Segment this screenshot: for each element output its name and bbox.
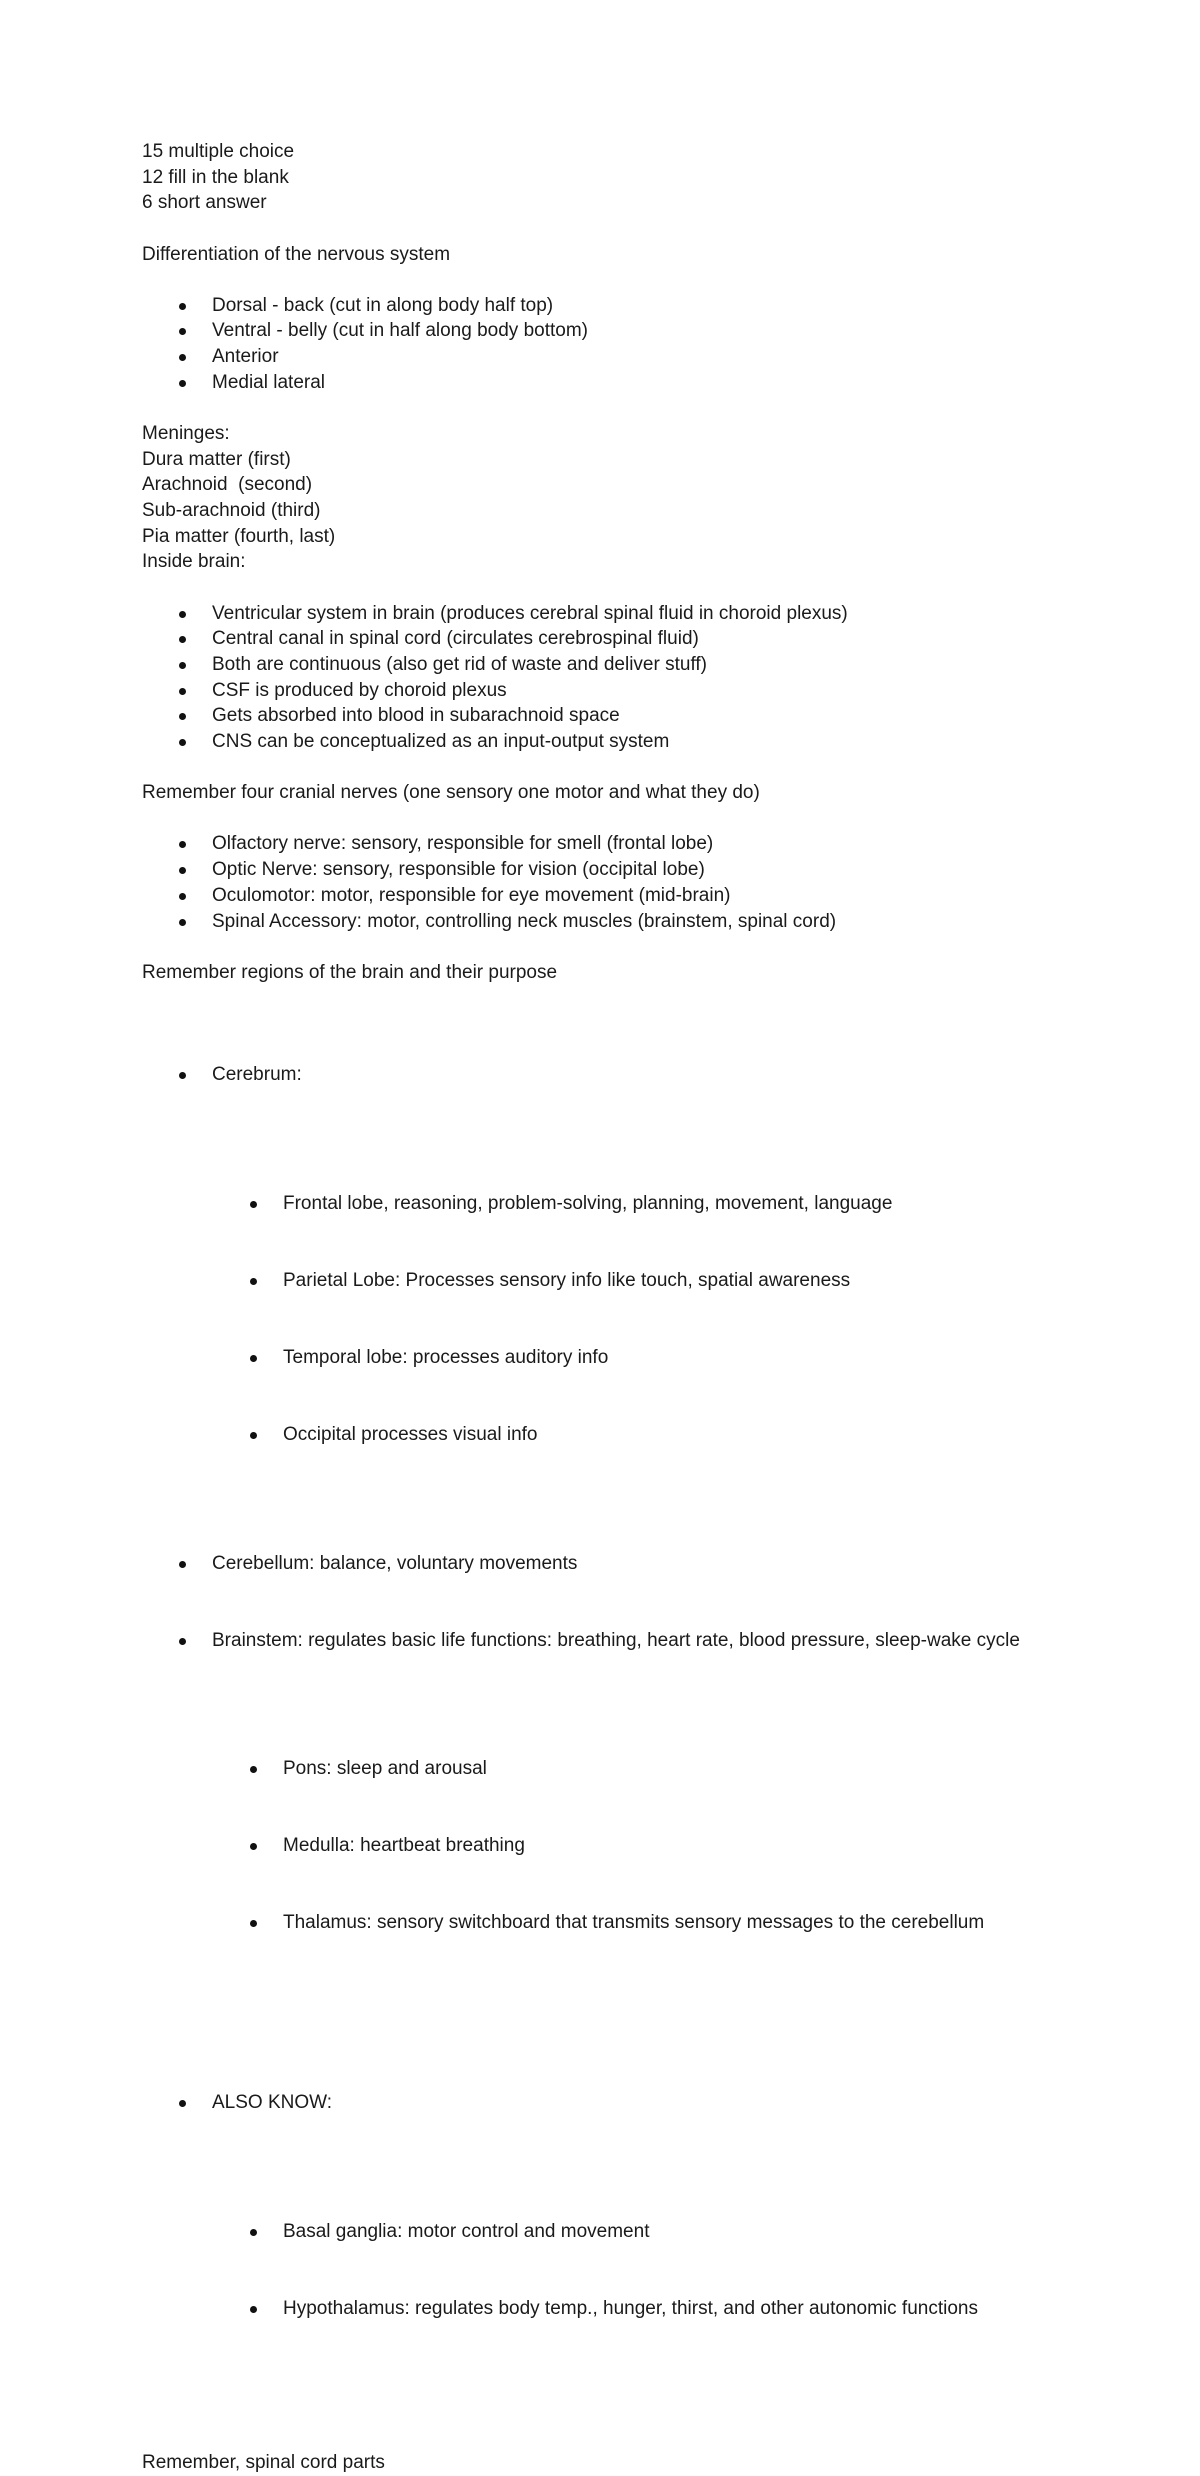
list-item	[142, 318, 1142, 344]
bullet-icon	[179, 1638, 186, 1645]
spacer	[142, 2424, 1142, 2450]
spacer	[142, 934, 1142, 960]
list-item-text: Thalamus: sensory switchboard that transmits sensory messages to the cerebellum	[283, 1912, 985, 1934]
bullet-icon	[179, 1072, 186, 1079]
spacer	[142, 755, 1142, 781]
list-item	[142, 370, 1142, 396]
list-item	[142, 729, 1142, 755]
meninges-line: Meninges:	[142, 423, 230, 444]
list-item-text: Ventricular system in brain (produces cerebral spinal fluid in choroid plexus)	[212, 602, 848, 624]
sub-list	[212, 2167, 1142, 2373]
list-item-text: Olfactory nerve: sensory, responsible for smell (frontal lobe)	[212, 833, 714, 855]
list-item-text: ALSO KNOW:	[212, 2092, 333, 2114]
bullet-icon	[250, 1432, 257, 1439]
list-item	[142, 909, 1142, 935]
list-item-text: CSF is produced by choroid plexus	[212, 679, 507, 701]
bullet-icon	[250, 2229, 257, 2236]
bullet-icon	[250, 1355, 257, 1362]
list-item-text: Gets absorbed into blood in subarachnoid space	[212, 705, 620, 727]
bullet-icon	[250, 1278, 257, 1285]
sub-list	[212, 1705, 1142, 1988]
sub-list-item	[142, 2296, 1142, 2322]
bullet-icon	[179, 2100, 186, 2107]
list-item	[142, 703, 1142, 729]
list-item-text: Frontal lobe, reasoning, problem-solving, planning, movement, language	[283, 1192, 893, 1214]
list-item-text: Anterior	[212, 346, 279, 368]
sub-list-item	[142, 1345, 1142, 1371]
list-item	[142, 831, 1142, 857]
section-heading-differentiation: Differentiation of the nervous system	[142, 243, 451, 265]
sub-list-item	[142, 1191, 1142, 1217]
spacer	[142, 985, 1142, 1011]
spacer	[142, 396, 1142, 422]
list-item-text: Hypothalamus: regulates body temp., hunger, thirst, and other autonomic functions	[283, 2297, 978, 2319]
list-item	[142, 1576, 1142, 2039]
inside-brain-heading: Inside brain:	[142, 551, 246, 573]
list-item-text: Cerebrum:	[212, 1064, 302, 1086]
list-item	[142, 344, 1142, 370]
list-item	[142, 1011, 1142, 1551]
bullet-icon	[179, 713, 186, 720]
bullet-icon	[179, 662, 186, 669]
list-item-text: Medulla: heartbeat breathing	[283, 1835, 525, 1857]
sub-list-item	[142, 2219, 1142, 2245]
bullet-icon	[250, 2306, 257, 2313]
bullet-icon	[179, 919, 186, 926]
list-item	[142, 601, 1142, 627]
list-item-text: Both are continuous (also get rid of waste and deliver stuff)	[212, 654, 707, 675]
list-item-text: Dorsal - back (cut in along body half top)	[212, 294, 554, 316]
meninges-block	[142, 421, 1142, 575]
sub-list	[212, 1139, 1142, 1499]
list-item-text: Temporal lobe: processes auditory info	[283, 1346, 609, 1368]
bullet-icon	[179, 841, 186, 848]
differentiation-list	[142, 293, 1142, 396]
bullet-icon	[179, 636, 186, 643]
list-item	[142, 293, 1142, 319]
bullet-icon	[179, 354, 186, 361]
bullet-icon	[250, 1843, 257, 1850]
section-heading-spinal-cord: Remember, spinal cord parts	[142, 2451, 385, 2473]
meninges-line: Sub-arachnoid (third)	[142, 500, 321, 522]
bullet-icon	[179, 739, 186, 746]
bullet-icon	[250, 1766, 257, 1773]
list-item-text: Parietal Lobe: Processes sensory info like touch, spatial awareness	[283, 1269, 851, 1291]
spacer	[142, 575, 1142, 601]
list-item	[142, 883, 1142, 909]
meninges-line: Dura matter (first)	[142, 448, 291, 470]
bullet-icon	[179, 328, 186, 335]
bullet-icon	[179, 303, 186, 310]
list-item	[142, 857, 1142, 883]
brain-regions-list	[142, 1011, 1142, 2424]
bullet-icon	[179, 893, 186, 900]
list-item	[142, 652, 1142, 678]
spacer	[142, 216, 1142, 242]
cranial-nerves-list	[142, 831, 1142, 934]
exam-format-list	[142, 139, 1142, 216]
list-item-text: Medial lateral	[212, 371, 325, 393]
sub-list-item	[142, 1268, 1142, 1294]
bullet-icon	[179, 380, 186, 387]
list-item	[142, 678, 1142, 704]
list-item-text: Basal ganglia: motor control and movement	[283, 2220, 650, 2242]
inside-brain-list	[142, 601, 1142, 755]
bullet-icon	[250, 1201, 257, 1208]
list-item-text: Brainstem: regulates basic life functions: breathing, heart rate, blood pressure, sleep-wake cycle	[212, 1629, 1020, 1651]
list-item-text: Pons: sleep and arousal	[283, 1758, 487, 1780]
list-item	[142, 1551, 1142, 1577]
section-heading-cranial-nerves: Remember four cranial nerves (one sensory one motor and what they do)	[142, 782, 760, 804]
list-item	[142, 626, 1142, 652]
list-item-text: Ventral - belly (cut in half along body bottom)	[212, 320, 588, 342]
spacer	[142, 267, 1142, 293]
spacer	[142, 806, 1142, 832]
sub-list-item	[142, 1833, 1142, 1859]
list-item-text: Oculomotor: motor, responsible for eye movement (mid-brain)	[212, 884, 731, 906]
sub-list-item	[142, 1422, 1142, 1448]
sub-list-item	[142, 1910, 1142, 1936]
bullet-icon	[179, 1561, 186, 1568]
meninges-line: Arachnoid (second)	[142, 474, 313, 496]
list-item-text: Occipital processes visual info	[283, 1424, 538, 1446]
list-item-text: CNS can be conceptualized as an input-output system	[212, 731, 670, 753]
bullet-icon	[179, 611, 186, 618]
list-item-text: Central canal in spinal cord (circulates cerebrospinal fluid)	[212, 628, 699, 650]
exam-format-line: 6 short answer	[142, 192, 267, 214]
bullet-icon	[250, 1920, 257, 1927]
sub-list-item	[142, 1756, 1142, 1782]
bullet-icon	[179, 867, 186, 874]
section-heading-brain-regions: Remember regions of the brain and their purpose	[142, 961, 558, 983]
list-item-text: Optic Nerve: sensory, responsible for vision (occipital lobe)	[212, 859, 705, 881]
exam-format-line: 15 multiple choice	[142, 141, 295, 162]
bullet-icon	[179, 688, 186, 695]
list-item-text: Cerebellum: balance, voluntary movements	[212, 1552, 578, 1574]
list-item-text: Spinal Accessory: motor, controlling neck muscles (brainstem, spinal cord)	[212, 910, 837, 932]
document-page	[142, 139, 1142, 2476]
list-item	[142, 2039, 1142, 2425]
meninges-line: Pia matter (fourth, last)	[142, 525, 336, 547]
exam-format-line: 12 fill in the blank	[142, 166, 289, 188]
